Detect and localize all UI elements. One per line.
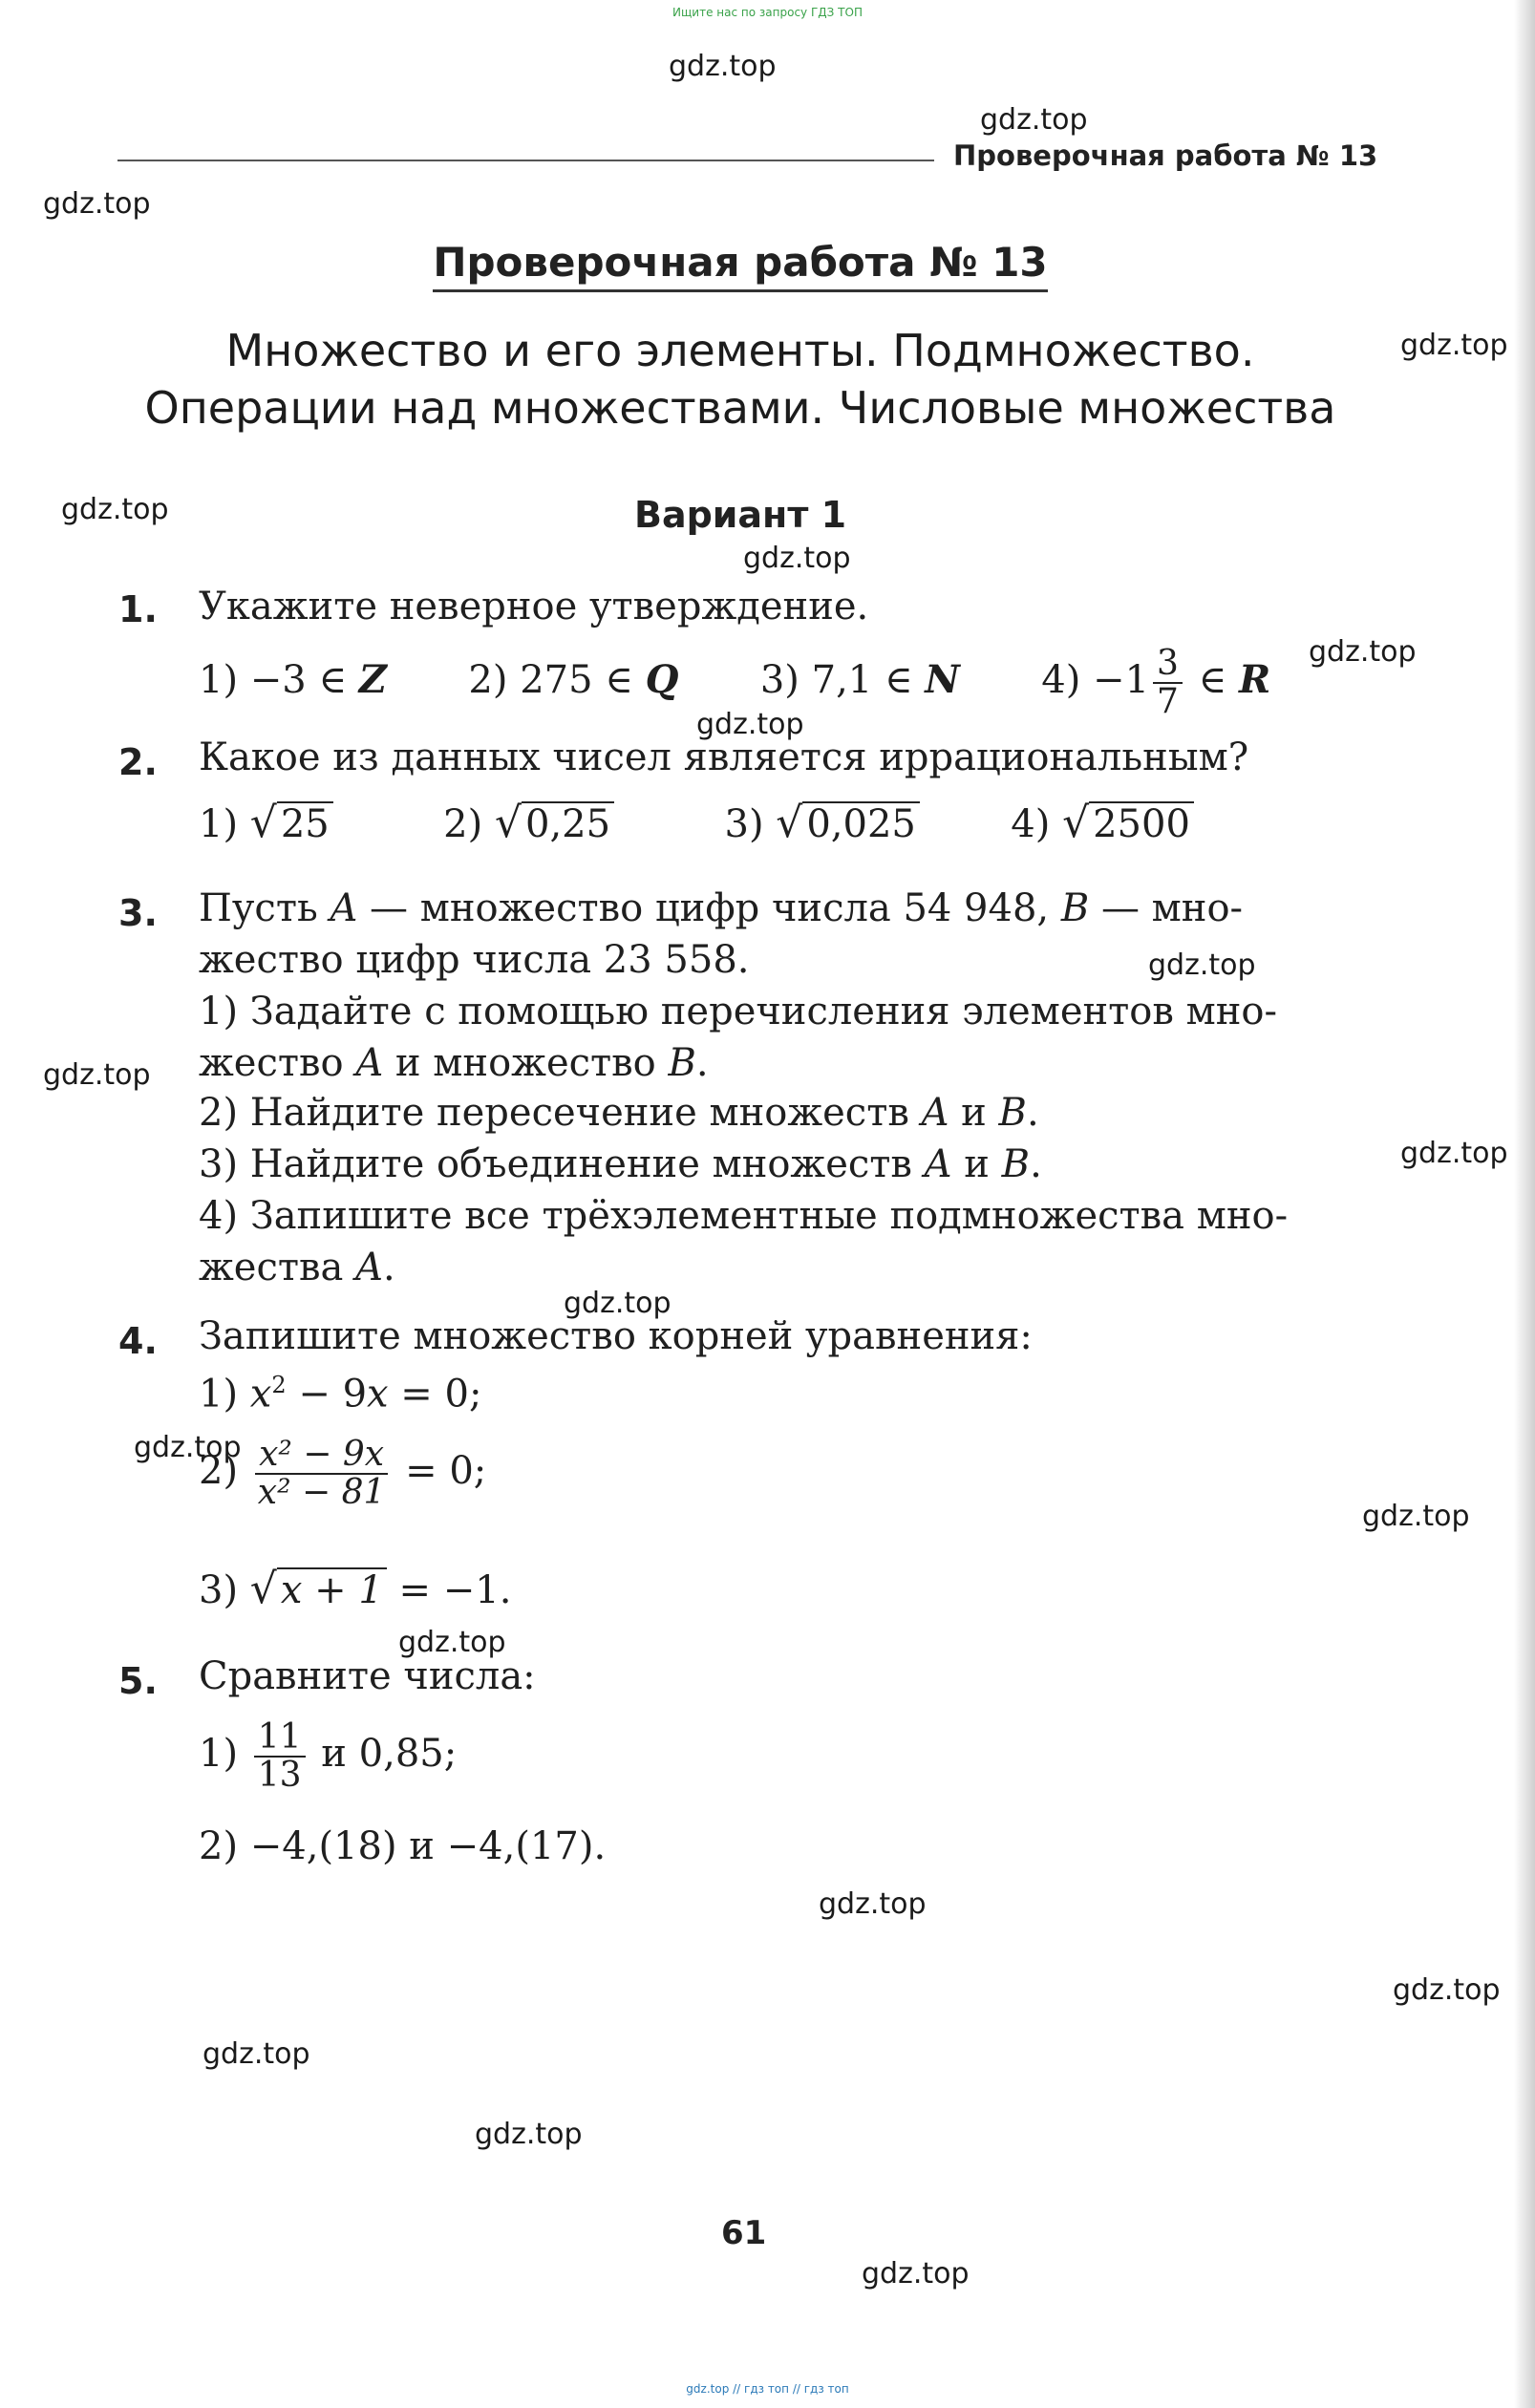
question-1-text: Укажите неверное утверждение. — [199, 585, 869, 629]
watermark: gdz.top — [398, 1626, 506, 1659]
q1-option-2: 2) 275 ∈ Q — [468, 656, 679, 702]
watermark: gdz.top — [1400, 329, 1508, 362]
watermark: gdz.top — [43, 187, 151, 221]
watermark: gdz.top — [203, 2037, 310, 2071]
watermark: gdz.top — [669, 50, 777, 83]
question-3-line-5: 2) Найдите пересечение множеств A и B. — [199, 1091, 1039, 1135]
bottom-note[interactable]: gdz.top // гдз топ // гдз топ — [686, 2382, 849, 2396]
q2-option-1: 1) √ 25 — [199, 802, 333, 846]
watermark: gdz.top — [43, 1058, 151, 1092]
page-number: 61 — [721, 2214, 767, 2252]
question-1-number: 1. — [118, 588, 158, 630]
q1-option-3: 3) 7,1 ∈ N — [759, 656, 960, 702]
page-title: Проверочная работа № 13 — [0, 239, 1481, 292]
q2-option-2: 2) √ 0,25 — [443, 802, 614, 846]
question-5-compare-1: 1) $\frac{11}{13}$ и 0,85; — [199, 1717, 458, 1795]
question-2-options — [199, 799, 1194, 847]
question-3-line-8: жества A. — [199, 1246, 395, 1289]
variant-heading: Вариант 1 — [633, 494, 847, 536]
question-2-text: Какое из данных чисел является иррациональным? — [199, 735, 1249, 779]
watermark: gdz.top — [61, 493, 169, 526]
question-4-equation-1: 1) $x^2 - 9x = 0$; — [199, 1372, 482, 1417]
watermark: gdz.top — [1400, 1137, 1508, 1170]
mixed-fraction: $\frac{3}{7}$ — [1153, 646, 1183, 720]
q1-option-1: 1) −3 ∈ Z — [199, 656, 387, 702]
watermark: gdz.top — [862, 2257, 970, 2291]
question-4-equation-3: 3) √ x + 1 = −1. — [199, 1565, 512, 1613]
question-3-line-4: жество A и множество B. — [199, 1041, 709, 1085]
question-4-number: 4. — [118, 1320, 158, 1362]
question-2-number: 2. — [118, 741, 158, 783]
watermark: gdz.top — [743, 542, 851, 575]
question-5-text: Сравните числа: — [199, 1654, 536, 1698]
question-3-line-7: 4) Запишите все трёхэлементные подмножества мно- — [199, 1194, 1289, 1238]
question-3-line-2: жество цифр числа 23 558. — [199, 938, 750, 982]
header-rule — [117, 160, 934, 161]
running-header: Проверочная работа № 13 — [953, 139, 1378, 172]
q2-option-3: 3) √ 0,025 — [725, 802, 920, 846]
subtitle-line-1: Множество и его элементы. Подмножество. — [225, 325, 1255, 376]
question-1-options — [199, 646, 1270, 720]
watermark: gdz.top — [564, 1287, 672, 1320]
question-3-line-3: 1) Задайте с помощью перечисления элементов мно- — [199, 990, 1277, 1034]
q2-option-4: 4) √ 2500 — [1011, 802, 1194, 846]
page-gutter-shadow — [1514, 0, 1535, 2408]
watermark: gdz.top — [134, 1431, 242, 1464]
subtitle-line-2: Операции над множествами. Числовые множества — [144, 382, 1336, 434]
watermark: gdz.top — [475, 2118, 583, 2151]
fraction: $\frac{\text{x² − 9x}}{\text{x² − 81}}$ — [254, 1437, 390, 1511]
watermark: gdz.top — [696, 708, 804, 741]
question-5-number: 5. — [118, 1660, 158, 1702]
watermark: gdz.top — [1148, 948, 1256, 982]
watermark: gdz.top — [1309, 635, 1417, 669]
question-5-compare-2: 2) −4,(18) и −4,(17). — [199, 1824, 607, 1868]
fraction: $\frac{11}{13}$ — [254, 1719, 306, 1794]
watermark: gdz.top — [980, 103, 1088, 137]
question-3-line-6: 3) Найдите объединение множеств A и B. — [199, 1142, 1042, 1186]
top-note[interactable]: Ищите нас по запросу ГДЗ ТОП — [672, 6, 863, 19]
question-3-line-1: Пусть A — множество цифр числа 54 948, B — мно- — [199, 886, 1244, 930]
watermark: gdz.top — [1362, 1500, 1470, 1533]
question-4-equation-2: 2) $\frac{\text{x² − 9x}}{\text{x² − 81}}$ = 0; — [199, 1435, 487, 1512]
watermark: gdz.top — [1393, 1973, 1501, 2007]
q1-option-4: 4) −1 $\frac{3}{7}$ ∈ R — [1041, 644, 1271, 721]
question-4-text: Запишите множество корней уравнения: — [199, 1314, 1033, 1358]
watermark: gdz.top — [819, 1887, 927, 1921]
question-3-number: 3. — [118, 892, 158, 934]
